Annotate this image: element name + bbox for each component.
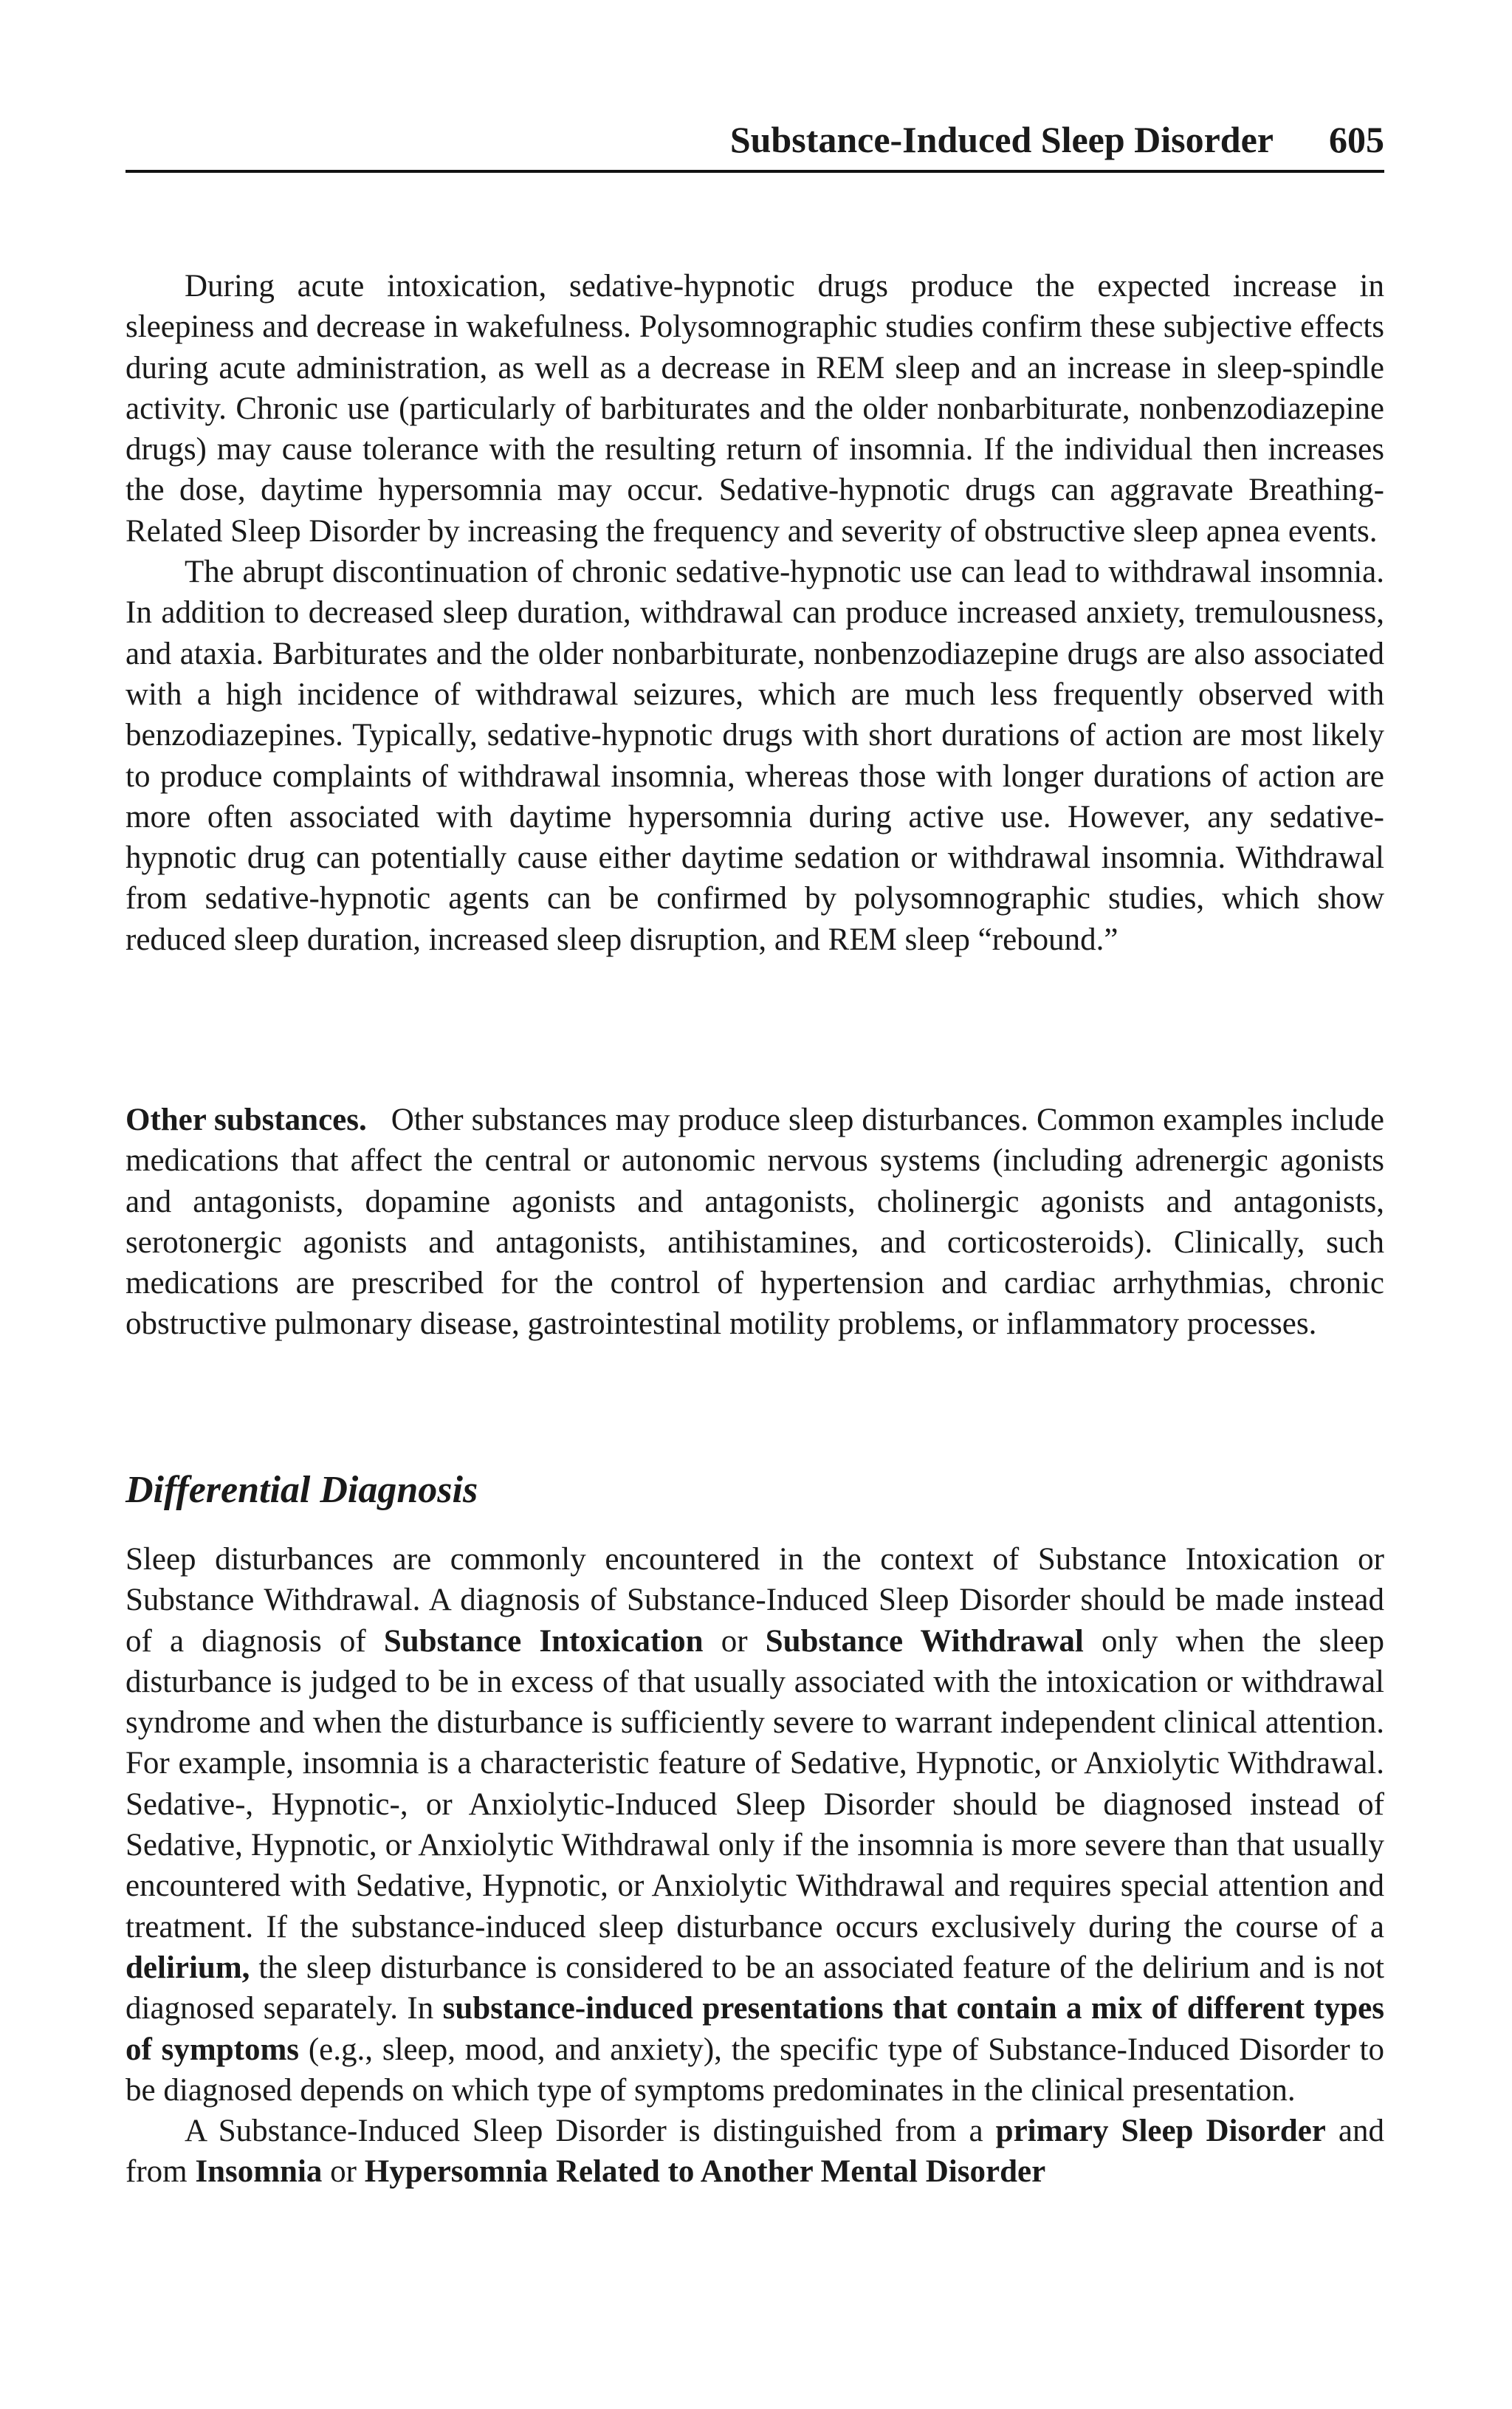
section-heading: Differential Diagnosis [126,1469,478,1511]
other-substances-section [126,1100,1384,1345]
other-substances-text: Other substances may produce sleep disturbances. Common examples include medications that affect the central or autonomic nervous systems (including adrenergic agonists and antagonists, dopamine agonists and antagonists, cholinergic agonists and antagonists, serotonergic agonists and antagonists, antihistamines, and corticosteroids). Clinically, such medications are prescribed for the control of hypertension and cardiac arrhythmias, chronic obstructive pulmonary disease, gastrointestinal motility problems, or inflammatory processes. [126,1103,1384,1342]
paragraph-other-substances [126,1100,1384,1345]
text-run: or [322,2154,365,2190]
differential-diagnosis-section [126,1539,1384,2193]
term-substance-intoxication: Substance Intoxication [383,1623,704,1659]
sedative-hypnotic-section [126,266,1384,960]
text-run: only when the sleep disturbance is judged to be in excess of that usually associated with the intoxication or withdrawal syndrome and when the disturbance is sufficiently severe to warrant independent clinical attention. For example, insomnia is a characteristic feature of Sedative, Hypnotic, or Anxiolytic Withdrawal. Sedative-, Hypnotic-, or Anxiolytic-Induced Sleep Disorder should be diagnosed instead of Sedative, Hypnotic, or Anxiolytic Withdrawal only if the insomnia is more severe than that usually encountered with Sedative, Hypnotic, or Anxiolytic Withdrawal and requires special attention and treatment. If the substance-induced sleep disturbance occurs exclusively during the course of a [126,1623,1384,1944]
term-hypersomnia-related: Hypersomnia Related to Another Mental Disorder [364,2154,1046,2190]
term-insomnia: Insomnia [195,2154,323,2190]
text-run: or [703,1623,766,1659]
text-run: and from [126,2114,1384,2190]
paragraph-primary-sleep-disorder [126,2111,1384,2193]
paragraph-differential [126,1539,1384,2111]
term-delirium: delirium, [126,1950,250,1985]
running-header [126,111,1384,173]
term-primary-sleep-disorder: primary Sleep Disorder [995,2114,1326,2149]
term-mixed-presentations: substance-induced presentations that contain a mix of different types of symptoms [126,1991,1384,2067]
paragraph-withdrawal: The abrupt discontinuation of chronic sedative-hypnotic use can lead to withdrawal insomnia. In addition to decreased sleep duration, withdrawal can produce increased anxiety, tremulousness, and ataxia. Barbiturates and the older nonbarbiturate, nonbenzodiazepine drugs are also associated with a high incidence of withdrawal seizures, which are much less frequently observed with benzodiazepines. Typically, sedative-hypnotic drugs with short durations of action are most likely to produce complaints of withdrawal insomnia, whereas those with longer durations of action are more often associated with daytime hypersomnia during active use. However, any sedative-hypnotic drug can potentially cause either daytime sedation or withdrawal insomnia. Withdrawal from sedative-hypnotic agents can be confirmed by polysomnographic studies, which show reduced sleep duration, increased sleep disruption, and REM sleep “rebound.” [126,555,1384,957]
running-title: Substance-Induced Sleep Disorder [729,119,1274,160]
runin-heading: Other substances. [126,1103,367,1137]
text-run: (e.g., sleep, mood, and anxiety), the specific type of Substance-Induced Disorder to be diagnosed depends on which type of symptoms predominates in the clinical presentation. [126,2032,1384,2108]
text-run: A Substance-Induced Sleep Disorder is distinguished from a [185,2114,996,2149]
text-run: Sleep disturbances are commonly encountered in the context of Substance Intoxication or Substance Withdrawal. A diagnosis of Substance-Induced Sleep Disorder should be made instead of a diagnosis of [126,1542,1384,1659]
term-substance-withdrawal: Substance Withdrawal [765,1623,1084,1659]
paragraph-intoxication: During acute intoxication, sedative-hypnotic drugs produce the expected increase in sleepiness and decrease in wakefulness. Polysomnographic studies confirm these subjective effects during acute administration, as well as a decrease in REM sleep and an increase in sleep-spindle activity. Chronic use (particularly of barbiturates and the older nonbarbiturate, nonbenzodiazepine drugs) may cause tolerance with the resulting return of insomnia. If the individual then increases the dose, daytime hypersomnia may occur. Sedative-hypnotic drugs can aggravate Breathing-Related Sleep Disorder by increasing the frequency and severity of obstructive sleep apnea events. [126,269,1384,549]
page-number: 605 [1329,119,1384,160]
text-run: the sleep disturbance is considered to be an associated feature of the delirium and is not diagnosed separately. In [126,1950,1384,2026]
